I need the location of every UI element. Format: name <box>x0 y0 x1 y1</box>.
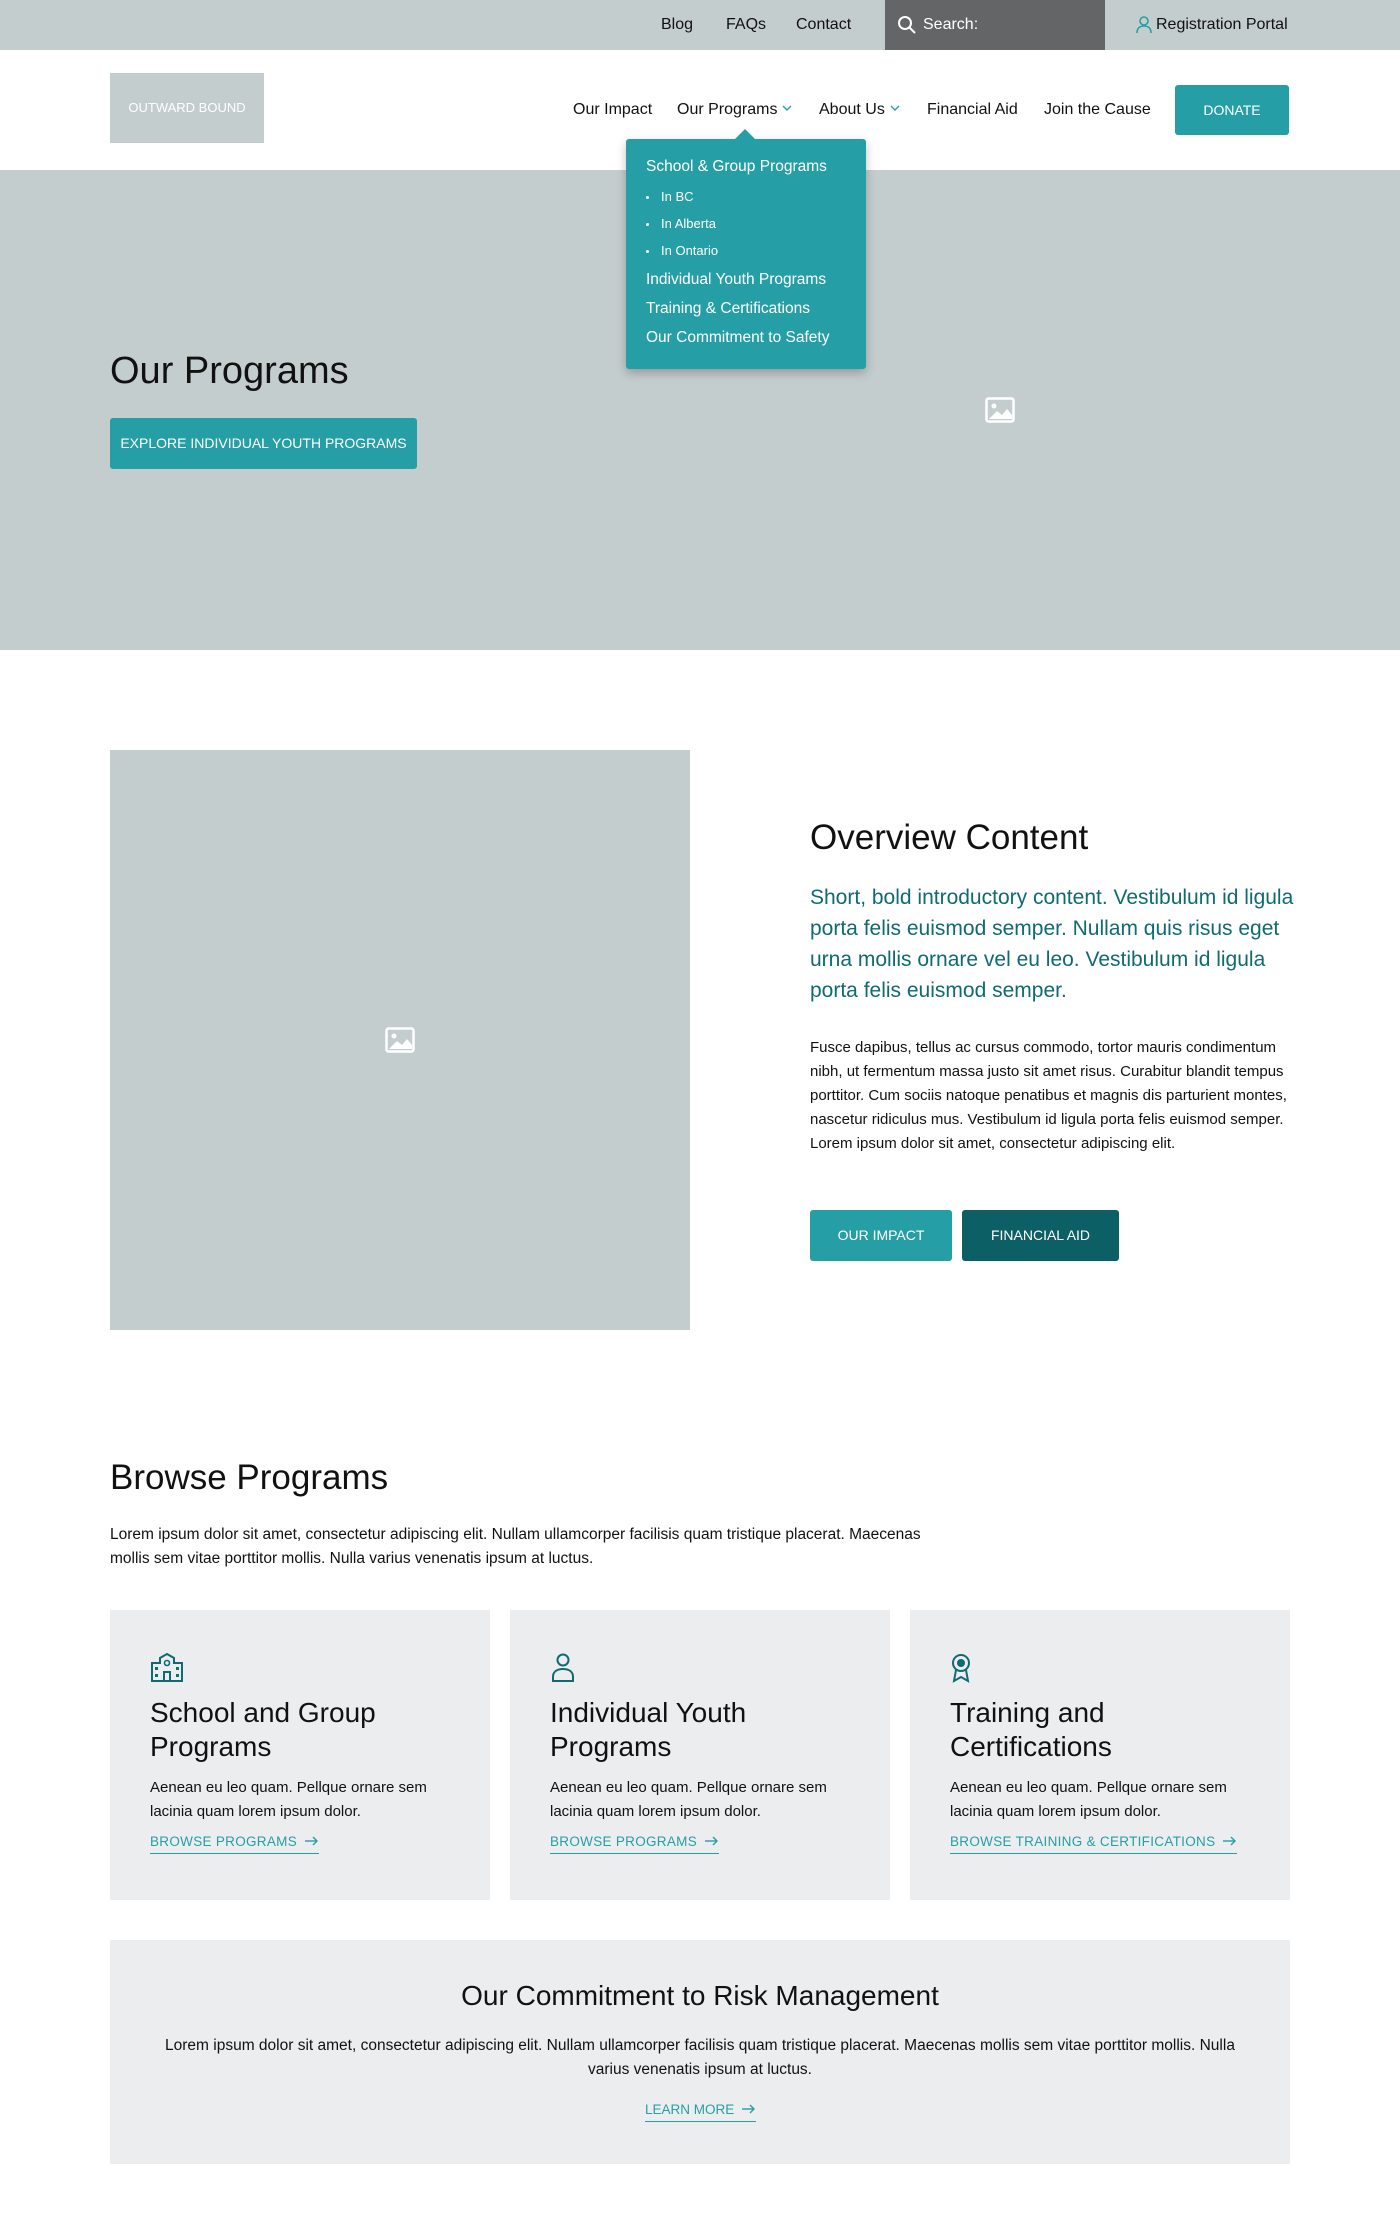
chevron-down-icon <box>890 103 900 113</box>
user-icon <box>1136 16 1152 34</box>
dropdown-item-safety[interactable]: Our Commitment to Safety <box>646 329 830 346</box>
arrow-right-icon <box>305 1836 319 1846</box>
card-link-label: BROWSE PROGRAMS <box>150 1834 298 1849</box>
dropdown-subitem-ontario[interactable]: In Ontario <box>661 243 719 258</box>
browse-programs-intro: Lorem ipsum dolor sit amet, consectetur adipiscing elit. Nullam ullamcorper facilisis quam tristique placerat. Maecenas mollis sem vitae porttitor mollis. Nulla varius venenatis ipsum at luctus. <box>110 1526 921 1567</box>
risk-management-heading: Our Commitment to Risk Management <box>461 1980 939 2011</box>
dropdown-item-school-group[interactable]: School & Group Programs <box>646 158 827 175</box>
card-title: Training and Certifications <box>950 1697 1112 1762</box>
dropdown-item-training[interactable]: Training & Certifications <box>646 300 810 317</box>
registration-portal-link[interactable] <box>1136 0 1288 50</box>
nav-our-programs-label: Our Programs <box>677 101 778 118</box>
program-card-training <box>910 1610 1290 1900</box>
bullet-icon <box>646 196 649 199</box>
learn-more-link[interactable] <box>645 2102 756 2122</box>
utility-link-faqs[interactable]: FAQs <box>726 16 767 33</box>
browse-programs-heading: Browse Programs <box>110 1458 389 1497</box>
registration-portal-label: Registration Portal <box>1156 16 1288 33</box>
page-title: Our Programs <box>110 350 349 392</box>
donate-button[interactable]: DONATE <box>1175 85 1289 135</box>
nav-about-us-label: About Us <box>819 101 885 118</box>
arrow-right-icon <box>705 1836 719 1846</box>
nav-about-us[interactable] <box>819 95 900 125</box>
award-ribbon-icon <box>950 1653 984 1683</box>
programs-dropdown-menu <box>626 139 866 369</box>
browse-programs-link[interactable] <box>550 1834 719 1854</box>
program-card-school-group <box>110 1610 490 1900</box>
nav-our-impact[interactable]: Our Impact <box>573 101 653 118</box>
school-building-icon <box>150 1653 184 1683</box>
risk-management-text: Lorem ipsum dolor sit amet, consectetur adipiscing elit. Nullam ullamcorper facilisis quam tristique placerat. Maecenas mollis sem vitae porttitor mollis. Nulla varius venenatis ipsum at luctus. <box>165 2037 1235 2078</box>
overview-image <box>110 750 690 1330</box>
card-text: Aenean eu leo quam. Pellque ornare sem lacinia quam lorem ipsum dolor. <box>550 1779 827 1820</box>
arrow-right-icon <box>1223 1836 1237 1846</box>
risk-management-section <box>110 1940 1290 2164</box>
chevron-down-icon <box>782 103 792 113</box>
dropdown-subitem-bc[interactable]: In BC <box>661 189 694 204</box>
card-title: Individual Youth Programs <box>550 1697 747 1762</box>
card-link-label: BROWSE TRAINING & CERTIFICATIONS <box>950 1834 1216 1849</box>
overview-heading: Overview Content <box>810 818 1089 857</box>
financial-aid-button[interactable]: FINANCIAL AID <box>962 1210 1119 1261</box>
dropdown-item-individual-youth[interactable]: Individual Youth Programs <box>646 271 827 288</box>
card-title: School and Group Programs <box>150 1697 376 1762</box>
search-input[interactable] <box>885 0 1105 50</box>
dropdown-subitem-alberta[interactable]: In Alberta <box>661 216 716 231</box>
search-icon <box>897 15 917 35</box>
search-label: Search: <box>923 16 979 33</box>
card-text: Aenean eu leo quam. Pellque ornare sem lacinia quam lorem ipsum dolor. <box>150 1779 427 1820</box>
nav-our-programs[interactable] <box>677 95 792 125</box>
image-placeholder-icon <box>385 1027 415 1053</box>
utility-link-blog[interactable]: Blog <box>661 16 694 33</box>
arrow-right-icon <box>742 2104 756 2114</box>
card-link-label: BROWSE PROGRAMS <box>550 1834 698 1849</box>
browse-programs-link[interactable] <box>150 1834 319 1854</box>
nav-join-the-cause[interactable]: Join the Cause <box>1044 101 1151 118</box>
overview-intro-text: Short, bold introductory content. Vestibulum id ligula porta felis euismod semper. Nullam quis risus eget urna mollis ornare vel eu leo. Vestibulum id ligula porta felis euismod semper. <box>810 886 1294 1002</box>
person-icon <box>550 1653 584 1683</box>
utility-link-contact[interactable]: Contact <box>796 16 852 33</box>
program-card-individual-youth <box>510 1610 890 1900</box>
card-text: Aenean eu leo quam. Pellque ornare sem lacinia quam lorem ipsum dolor. <box>950 1779 1227 1820</box>
browse-training-link[interactable] <box>950 1834 1237 1854</box>
learn-more-label: LEARN MORE <box>645 2102 735 2117</box>
logo[interactable]: OUTWARD BOUND <box>110 73 264 143</box>
our-impact-button[interactable]: OUR IMPACT <box>810 1210 952 1261</box>
bullet-icon <box>646 250 649 253</box>
bullet-icon <box>646 223 649 226</box>
explore-youth-programs-button[interactable]: EXPLORE INDIVIDUAL YOUTH PROGRAMS <box>110 418 417 469</box>
overview-body-text: Fusce dapibus, tellus ac cursus commodo, tortor mauris condimentum nibh, ut fermentum massa justo sit amet risus. Curabitur blandit tempus porttitor. Cum sociis natoque penatibus et magnis dis parturient montes, nascetur ridiculus mus. Vestibulum id ligula porta felis euismod semper. Lorem ipsum dolor sit amet, consectetur adipiscing elit. <box>810 1039 1287 1152</box>
image-placeholder-icon <box>985 397 1015 423</box>
utility-bar <box>0 0 1400 50</box>
nav-financial-aid[interactable]: Financial Aid <box>927 101 1018 118</box>
